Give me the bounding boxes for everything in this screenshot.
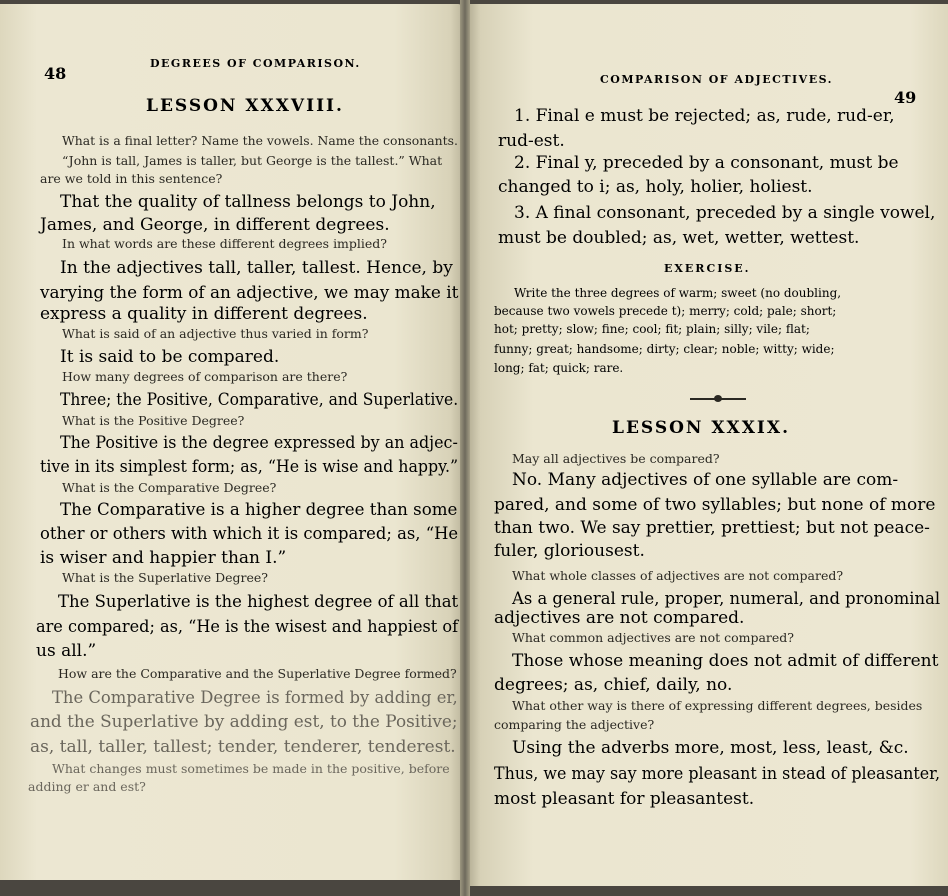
answer-line: varying the form of an adjective, we may make it bbox=[40, 283, 459, 303]
left-page-number: 48 bbox=[44, 64, 67, 83]
answer-line: The Superlative is the highest degree of all that bbox=[58, 592, 459, 612]
question-line: adding er and est? bbox=[28, 779, 146, 794]
answer-line: As a general rule, proper, numeral, and pronominal bbox=[512, 589, 941, 609]
right-running-head: COMPARISON OF ADJECTIVES. bbox=[600, 73, 833, 86]
answer-line: degrees; as, chief, daily, no. bbox=[494, 675, 733, 695]
answer-line: are compared; as, “He is the wisest and happiest of bbox=[36, 617, 459, 637]
exercise-line: long; fat; quick; rare. bbox=[494, 361, 624, 375]
answer-line: Three; the Positive, Comparative, and Superlative. bbox=[60, 390, 459, 410]
answer-line: The Positive is the degree expressed by an adjec- bbox=[60, 433, 458, 453]
answer-line: pared, and some of two syllables; but none of more bbox=[494, 495, 936, 515]
question-line: are we told in this sentence? bbox=[40, 171, 223, 186]
answer-line: James, and George, in different degrees. bbox=[40, 215, 390, 235]
question-line: “John is tall, James is taller, but George is the tallest.” What bbox=[62, 153, 443, 168]
answer-line: That the quality of tallness belongs to John, bbox=[60, 192, 436, 212]
exercise-line: because two vowels precede t); merry; cold; pale; short; bbox=[494, 304, 837, 318]
answer-line: In the adjectives tall, taller, tallest. Hence, by bbox=[60, 258, 453, 278]
question-line: What whole classes of adjectives are not compared? bbox=[512, 568, 844, 583]
exercise-line: hot; pretty; slow; fine; cool; fit; plain; silly; vile; flat; bbox=[494, 322, 810, 336]
exercise-heading: EXERCISE. bbox=[664, 262, 751, 275]
divider-ornament bbox=[714, 395, 722, 402]
answer-line: than two. We say prettier, prettiest; but not peace- bbox=[494, 518, 930, 538]
rule-line: must be doubled; as, wet, wetter, wettest. bbox=[498, 228, 860, 248]
question-line: How many degrees of comparison are there? bbox=[62, 369, 348, 384]
answer-line: Using the adverbs more, most, less, least, &c. bbox=[512, 738, 909, 758]
question-line: comparing the adjective? bbox=[494, 717, 655, 732]
rule-line: rud-est. bbox=[498, 131, 565, 151]
question-line: What is said of an adjective thus varied in form? bbox=[62, 326, 369, 341]
answer-line: is wiser and happier than I.” bbox=[40, 548, 287, 568]
exercise-line: funny; great; handsome; dirty; clear; noble; witty; wide; bbox=[494, 342, 835, 356]
question-line: What common adjectives are not compared? bbox=[512, 630, 795, 645]
answer-line: The Comparative is a higher degree than some bbox=[60, 500, 458, 520]
question-line: What is a final letter? Name the vowels. Name the consonants. bbox=[62, 133, 458, 148]
answer-line: us all.” bbox=[36, 641, 97, 661]
answer-line: and the Superlative by adding est, to the Positive; bbox=[30, 712, 458, 732]
question-line: How are the Comparative and the Superlative Degree formed? bbox=[58, 666, 457, 681]
question-line: What is the Superlative Degree? bbox=[62, 570, 268, 585]
exercise-line: Write the three degrees of warm; sweet (no doubling, bbox=[514, 286, 842, 300]
right-lesson-title: LESSON XXXIX. bbox=[612, 418, 790, 438]
answer-line: most pleasant for pleasantest. bbox=[494, 789, 755, 809]
answer-line: Those whose meaning does not admit of different bbox=[512, 651, 939, 671]
answer-line: tive in its simplest form; as, “He is wise and happy.” bbox=[40, 457, 459, 477]
answer-line: It is said to be compared. bbox=[60, 347, 280, 367]
left-lesson-title: LESSON XXXVIII. bbox=[146, 96, 344, 116]
answer-line: express a quality in different degrees. bbox=[40, 304, 368, 324]
answer-line: other or others with which it is compared; as, “He bbox=[40, 524, 459, 544]
book-gutter bbox=[460, 0, 470, 896]
answer-line: No. Many adjectives of one syllable are com- bbox=[512, 470, 899, 490]
question-line: May all adjectives be compared? bbox=[512, 451, 720, 466]
section-divider bbox=[690, 395, 746, 403]
question-line: What is the Positive Degree? bbox=[62, 413, 245, 428]
rule-line: changed to i; as, holy, holier, holiest. bbox=[498, 177, 813, 197]
answer-line: as, tall, taller, tallest; tender, tenderer, tenderest. bbox=[30, 737, 456, 757]
right-page-number: 49 bbox=[894, 88, 917, 107]
answer-line: fuler, gloriousest. bbox=[494, 541, 645, 561]
rule-line: 2. Final y, preceded by a consonant, must be bbox=[514, 153, 899, 173]
answer-line: Thus, we may say more pleasant in stead of pleasanter, bbox=[494, 764, 941, 784]
left-running-head: DEGREES OF COMPARISON. bbox=[150, 57, 361, 70]
rule-line: 3. A final consonant, preceded by a single vowel, bbox=[514, 203, 936, 223]
question-line: What other way is there of expressing different degrees, besides bbox=[512, 698, 923, 713]
rule-line: 1. Final e must be rejected; as, rude, rud-er, bbox=[514, 106, 895, 126]
question-line: What changes must sometimes be made in the positive, before bbox=[52, 761, 450, 776]
answer-line: The Comparative Degree is formed by adding er, bbox=[52, 688, 458, 708]
question-line: What is the Comparative Degree? bbox=[62, 480, 277, 495]
answer-line: adjectives are not compared. bbox=[494, 608, 745, 628]
question-line: In what words are these different degrees implied? bbox=[62, 236, 388, 251]
